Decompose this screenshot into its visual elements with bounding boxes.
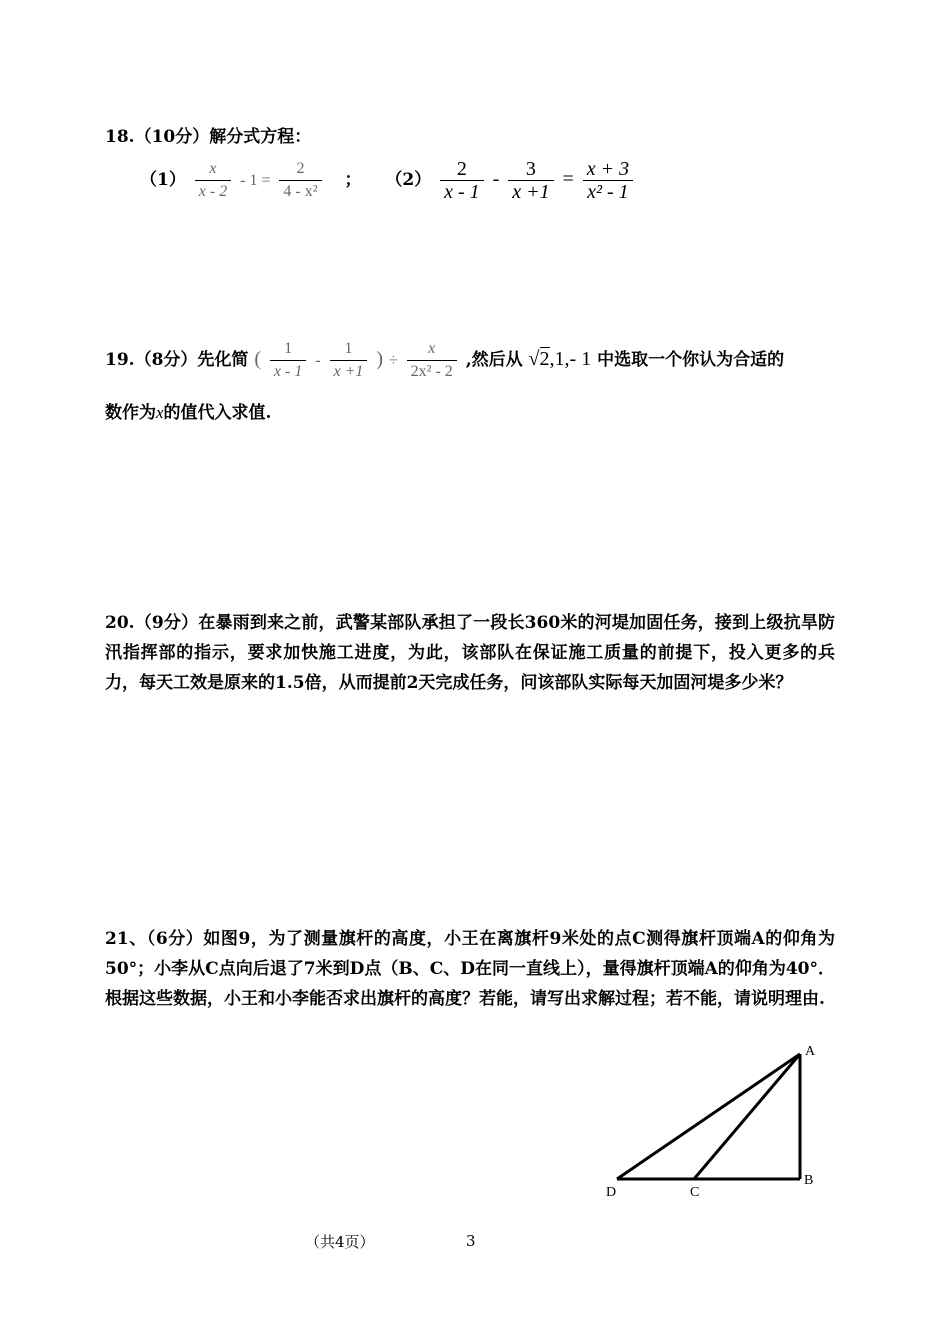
- q19-line2: [105, 398, 271, 428]
- q19-sqrt-arg: 2: [539, 348, 550, 370]
- q19-minus: -: [315, 352, 321, 369]
- q18-p1-lhs-num: x: [195, 158, 231, 181]
- q19-a-den: x - 1: [273, 363, 303, 380]
- flagpole-triangle-figure: [590, 1040, 830, 1210]
- q18-title: 18.（10分）解分式方程：: [105, 127, 312, 147]
- q21-text: 21、（6分）如图9，为了测量旗杆的高度，小王在离旗杆9米处的点C测得旗杆顶端A的仰角为50°；小李从C点向后退了7米到D点（B、C、D在同一直线上），量得旗杆顶端A的仰角为40°．根据这些数据，小王和小李能否求出旗杆的高度？若能，请写出求解过程；若不能，请说明理由.: [105, 929, 835, 1009]
- q19-c-num: x: [407, 338, 457, 361]
- q18-p2-a-den: x - 1: [444, 181, 480, 203]
- point-label-b: B: [804, 1173, 814, 1188]
- q19-title: 19.（8分）先化简: [105, 350, 249, 370]
- q19-fraction-b: [330, 338, 368, 383]
- q18-p2-c-den: x² - 1: [587, 181, 629, 203]
- q19-b-den: x +1: [333, 363, 364, 380]
- q18-p1-fraction-lhs: [195, 158, 231, 203]
- q18-p2-fraction-c: [583, 158, 633, 203]
- q18-p2-c-num: x + 3: [583, 158, 633, 181]
- page-total: （共4页）: [305, 1233, 375, 1251]
- q18-p2-b-den: x +1: [512, 181, 550, 203]
- q19-line2-pre: 数作为: [105, 403, 156, 423]
- q18-equations: [140, 158, 636, 203]
- q19-line1: [105, 338, 784, 383]
- page-number: 3: [466, 1232, 476, 1250]
- q19-then: ,然后从: [465, 350, 523, 370]
- q18-part2-label: （2）: [385, 170, 432, 190]
- q19-fraction-a: [270, 338, 306, 383]
- q18-p2-equals: =: [562, 168, 574, 190]
- q20-text: 20.（9分）在暴雨到来之前，武警某部队承担了一段长360米的河堤加固任务，接到上级抗旱防汛指挥部的指示，要求加快施工进度，为此，该部队在保证施工质量的前提下，投入更多的兵力，每天工效是原来的1.5倍，从而提前2天完成任务，问该部队实际每天加固河堤多少米？: [105, 613, 835, 693]
- q19-c-den: 2x² - 2: [410, 363, 453, 380]
- point-label-c: C: [690, 1185, 700, 1200]
- point-label-d: D: [606, 1185, 617, 1200]
- q19-divide: ÷: [388, 352, 398, 369]
- q18-p1-fraction-rhs: [279, 158, 321, 203]
- q19-variable: x: [156, 403, 164, 422]
- q18-separator: ；: [344, 170, 362, 190]
- q19-open-paren: (: [254, 348, 261, 370]
- q18-p2-minus: -: [492, 168, 500, 190]
- q19-close-paren: ): [376, 348, 384, 370]
- q18-p1-lhs-den: x - 2: [198, 183, 228, 200]
- q19-sqrt-sign: √2: [528, 348, 550, 370]
- q18-p2-a-num: 2: [440, 158, 484, 181]
- point-label-a: A: [805, 1044, 816, 1059]
- q19-fraction-c: [407, 338, 457, 383]
- q18-p1-rhs-num: 2: [279, 158, 321, 181]
- q18-p2-b-num: 3: [508, 158, 553, 181]
- q18-part1-label: （1）: [140, 170, 186, 190]
- q18-p1-rhs-den: 4 - x²: [283, 183, 318, 200]
- q19-b-num: 1: [330, 338, 368, 361]
- q18-p1-minus-one: - 1 =: [240, 172, 271, 189]
- q19-line2-post: 的值代入求值.: [163, 403, 272, 423]
- q18-p2-fraction-a: [440, 158, 484, 203]
- q18-p2-fraction-b: [508, 158, 553, 203]
- q19-a-num: 1: [270, 338, 306, 361]
- q19-choices: ,1,- 1: [549, 348, 592, 370]
- q19-rest: 中选取一个你认为合适的: [597, 350, 785, 370]
